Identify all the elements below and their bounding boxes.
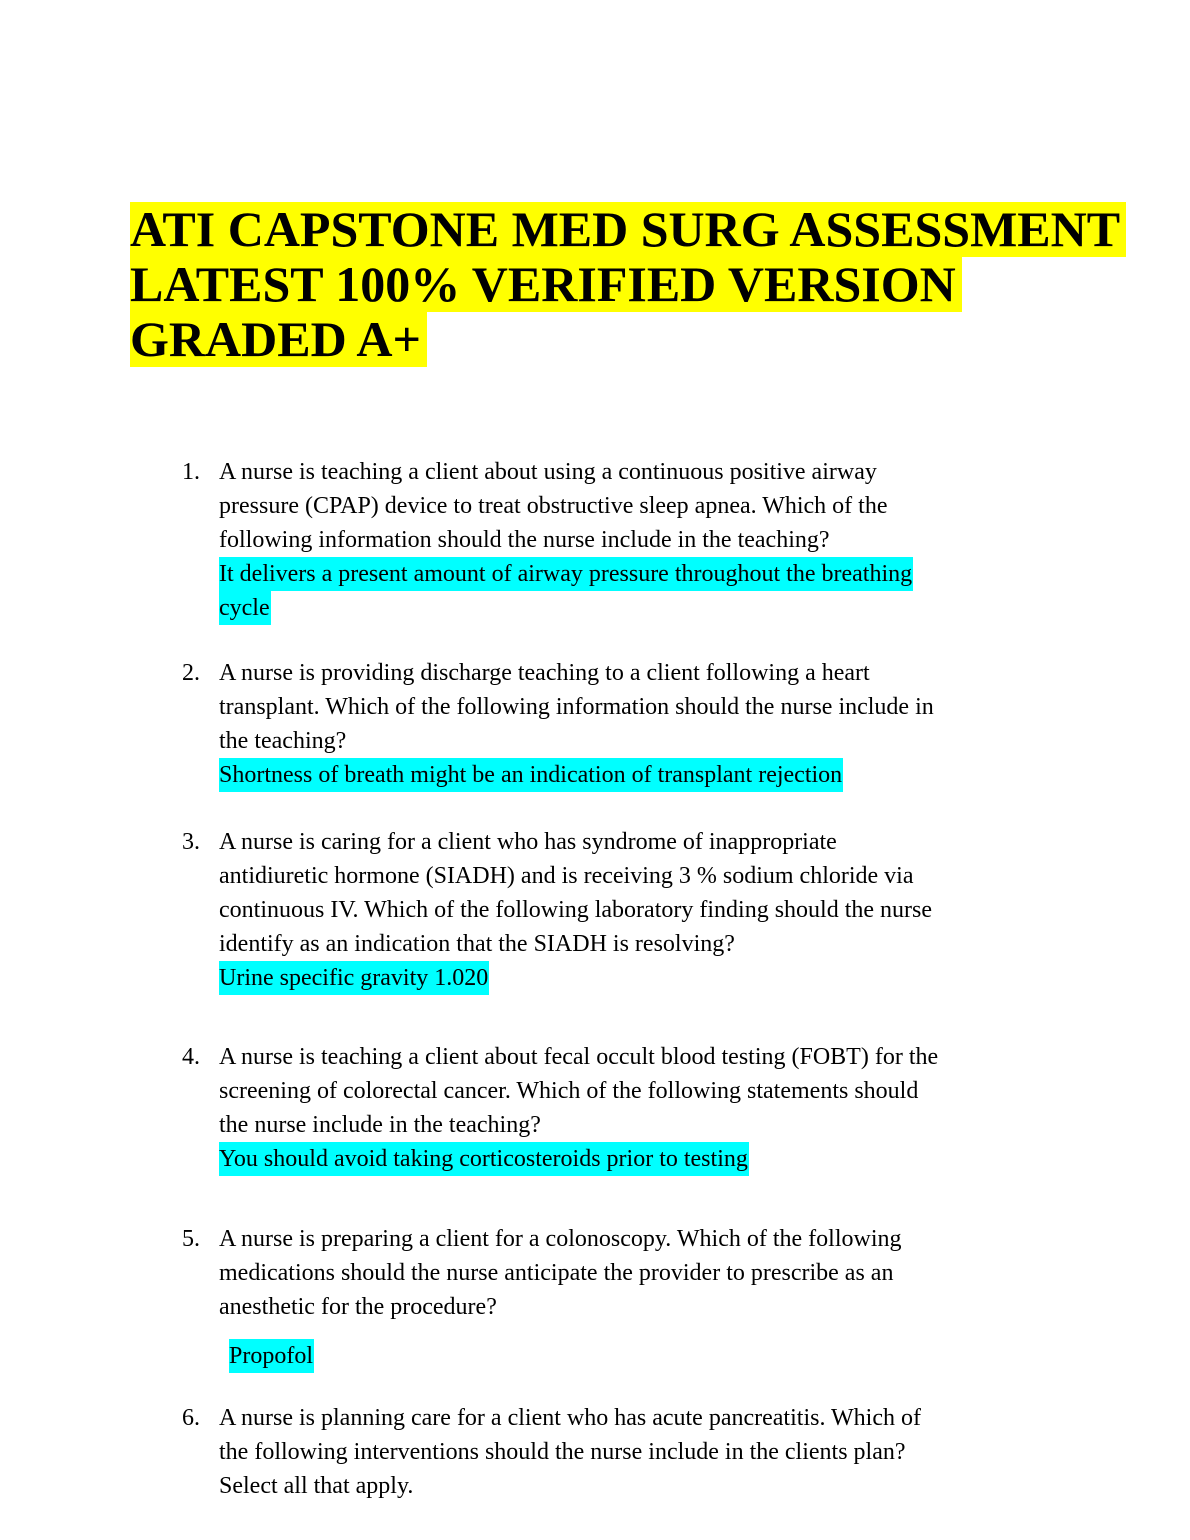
question-text-line: A nurse is preparing a client for a colonoscopy. Which of the following xyxy=(219,1226,902,1252)
answer-highlight-line: Shortness of breath might be an indication of transplant rejection xyxy=(219,758,1049,792)
question-text-line: A nurse is providing discharge teaching to a client following a heart xyxy=(219,660,870,686)
question-text-line: A nurse is teaching a client about using a continuous positive airway xyxy=(219,459,877,485)
question-text-line: continuous IV. Which of the following laboratory finding should the nurse xyxy=(219,897,933,923)
question-text-line: pressure (CPAP) device to treat obstructive sleep apnea. Which of the xyxy=(219,493,888,519)
title-line: GRADED A+ xyxy=(130,312,1090,367)
question-text-line: anesthetic for the procedure? xyxy=(219,1294,497,1320)
answer-highlight-line: Propofol xyxy=(219,1339,1049,1373)
question-text-line: A nurse is caring for a client who has syndrome of inappropriate xyxy=(219,829,837,855)
question-text-line: the following interventions should the nurse include in the clients plan? xyxy=(219,1439,906,1465)
question-number: 1. xyxy=(182,459,200,485)
question-number: 3. xyxy=(182,829,200,855)
answer-highlight-line: Urine specific gravity 1.020 xyxy=(219,961,1049,995)
question-text-line: A nurse is teaching a client about fecal occult blood testing (FOBT) for the xyxy=(219,1044,939,1070)
title-line: LATEST 100% VERIFIED VERSION xyxy=(130,257,1090,312)
question-text-line: transplant. Which of the following information should the nurse include in xyxy=(219,694,934,720)
answer-highlight-line: You should avoid taking corticosteroids prior to testing xyxy=(219,1142,1049,1176)
question-number: 5. xyxy=(182,1226,200,1252)
question-number: 2. xyxy=(182,660,200,686)
question-text-line: A nurse is planning care for a client who has acute pancreatitis. Which of xyxy=(219,1405,921,1431)
question-text-line: antidiuretic hormone (SIADH) and is receiving 3 % sodium chloride via xyxy=(219,863,914,889)
question-text-line: following information should the nurse include in the teaching? xyxy=(219,527,830,553)
question-text-line: Select all that apply. xyxy=(219,1473,414,1499)
title-line: ATI CAPSTONE MED SURG ASSESSMENT xyxy=(130,202,1090,257)
document-title xyxy=(130,201,1121,367)
question-body xyxy=(219,825,1049,995)
answer-highlight-line: cycle xyxy=(219,591,1049,625)
question-body xyxy=(219,455,1049,625)
question-text-line: the teaching? xyxy=(219,728,347,754)
question-text-line: identify as an indication that the SIADH is resolving? xyxy=(219,931,735,957)
question-text-line: medications should the nurse anticipate the provider to prescribe as an xyxy=(219,1260,894,1286)
question-body xyxy=(219,656,1049,792)
question-body xyxy=(219,1222,1049,1373)
question-text-line: the nurse include in the teaching? xyxy=(219,1112,541,1138)
question-number: 6. xyxy=(182,1405,200,1431)
question-body xyxy=(219,1401,1049,1503)
question-text-line: screening of colorectal cancer. Which of the following statements should xyxy=(219,1078,919,1104)
question-body xyxy=(219,1040,1049,1176)
answer-highlight-line: It delivers a present amount of airway pressure throughout the breathing xyxy=(219,557,1049,591)
question-number: 4. xyxy=(182,1044,200,1070)
